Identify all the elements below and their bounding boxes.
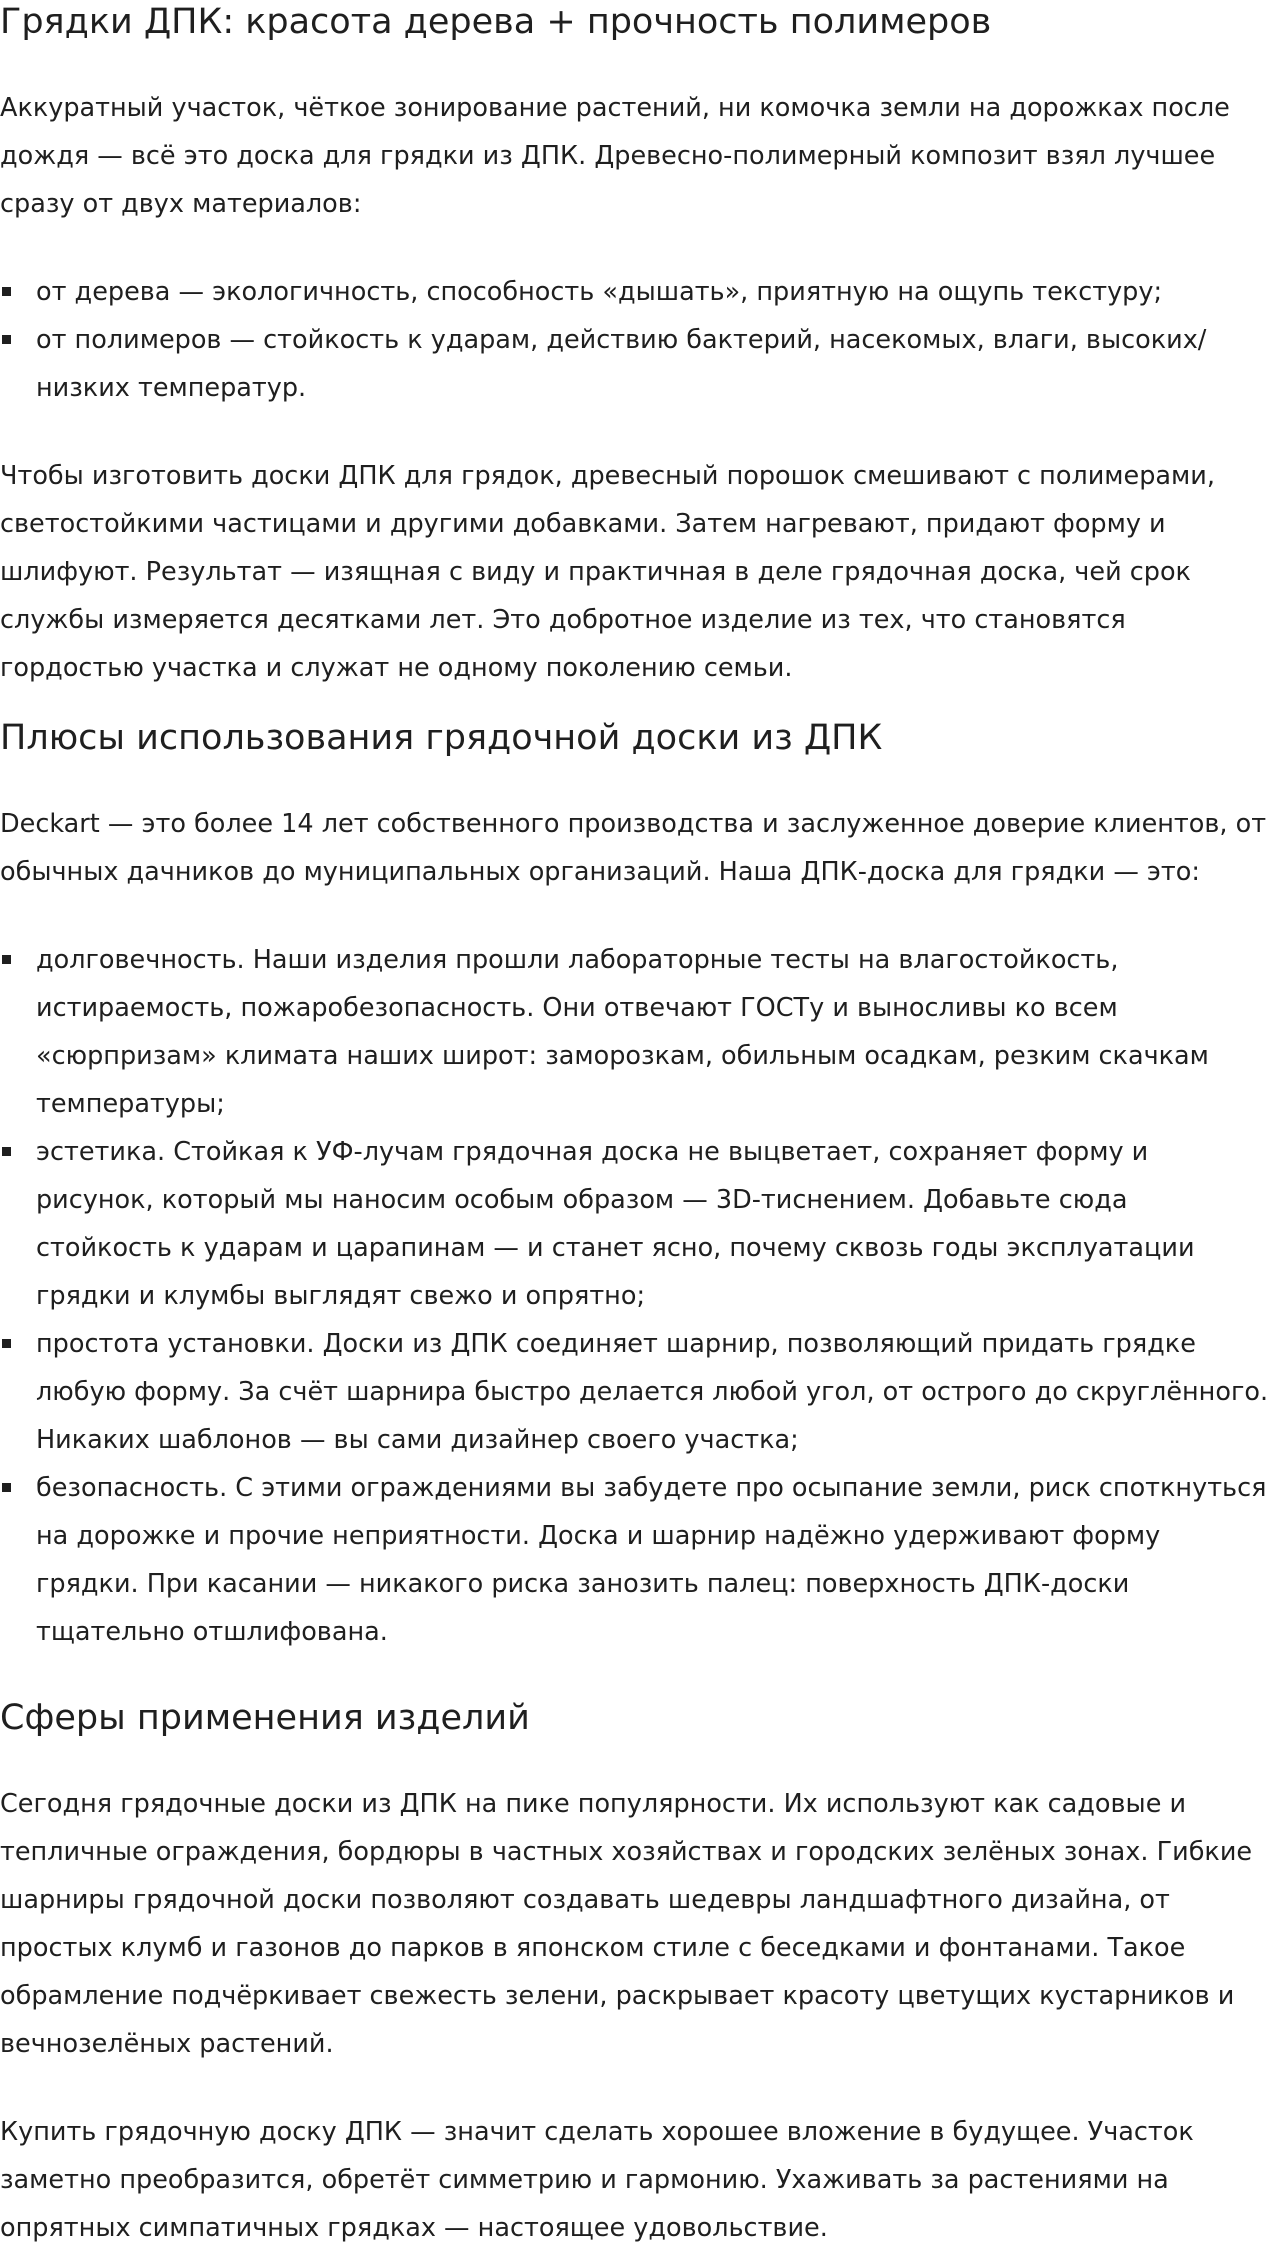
production-paragraph: Чтобы изготовить доски ДПК для грядок, древесный порошок смешивают с полимерами, светостойкими частицами и другими добавками. Затем нагревают, придают форму и шлифуют. Результат — изящная с виду и практичная в деле грядочная доска, чей срок службы измеряется десятками лет. Это добротное изделие из тех, что становятся гордостью участка и служат не одному поколению семьи. [0,461,1215,683]
list-item: от полимеров — стойкость к ударам, действию бактерий, насекомых, влаги, высоких/низких температур. [0,316,1270,412]
advantages-list [0,936,1270,1656]
list-item: безопасность. С этими ограждениями вы забудете про осыпание земли, риск споткнуться на дорожке и прочие неприятности. Доска и шарнир надёжно удерживают форму грядки. При касании — никакого риска занозить палец: поверхность ДПК-доски тщательно отшлифована. [0,1464,1270,1656]
advantages-heading: Плюсы использования грядочной доски из ДПК [0,718,883,758]
intro-paragraph: Аккуратный участок, чёткое зонирование растений, ни комочка земли на дорожках после дождя — всё это доска для грядки из ДПК. Древесно-полимерный композит взял лучшее сразу от двух материалов: [0,93,1230,219]
advantages-intro-paragraph: Deckart — это более 14 лет собственного производства и заслуженное доверие клиентов, от обычных дачников до муниципальных организаций. Наша ДПК-доска для грядки — это: [0,809,1267,887]
usage-paragraph: Сегодня грядочные доски из ДПК на пике популярности. Их используют как садовые и тепличные ограждения, бордюры в частных хозяйствах и городских зелёных зонах. Гибкие шарниры грядочной доски позволяют создавать шедевры ландшафтного дизайна, от простых клумб и газонов до парков в японском стиле с беседками и фонтанами. Такое обрамление подчёркивает свежесть зелени, раскрывает красоту цветущих кустарников и вечнозелёных растений. [0,1789,1253,2059]
intro-list [0,268,1270,412]
list-item: эстетика. Стойкая к УФ-лучам грядочная доска не выцветает, сохраняет форму и рисунок, который мы наносим особым образом — 3D-тиснением. Добавьте сюда стойкость к ударам и царапинам — и станет ясно, почему сквозь годы эксплуатации грядки и клумбы выглядят свежо и опрятно; [0,1128,1270,1320]
closing-paragraph: Купить грядочную доску ДПК — значит сделать хорошее вложение в будущее. Участок заметно преобразится, обретёт симметрию и гармонию. Ухаживать за растениями на опрятных симпатичных грядках — настоящее удовольствие. [0,2117,1194,2243]
list-item: от дерева — экологичность, способность «дышать», приятную на ощупь текстуру; [0,268,1270,316]
list-item: простота установки. Доски из ДПК соединяет шарнир, позволяющий придать грядке любую форму. За счёт шарнира быстро делается любой угол, от острого до скруглённого. Никаких шаблонов — вы сами дизайнер своего участка; [0,1320,1270,1464]
article-title: Грядки ДПК: красота дерева + прочность полимеров [0,2,992,42]
list-item: долговечность. Наши изделия прошли лабораторные тесты на влагостойкость, истираемость, пожаробезопасность. Они отвечают ГОСТу и выносливы ко всем «сюрпризам» климата наших широт: заморозкам, обильным осадкам, резким скачкам температуры; [0,936,1270,1128]
usage-heading: Сферы применения изделий [0,1698,530,1738]
